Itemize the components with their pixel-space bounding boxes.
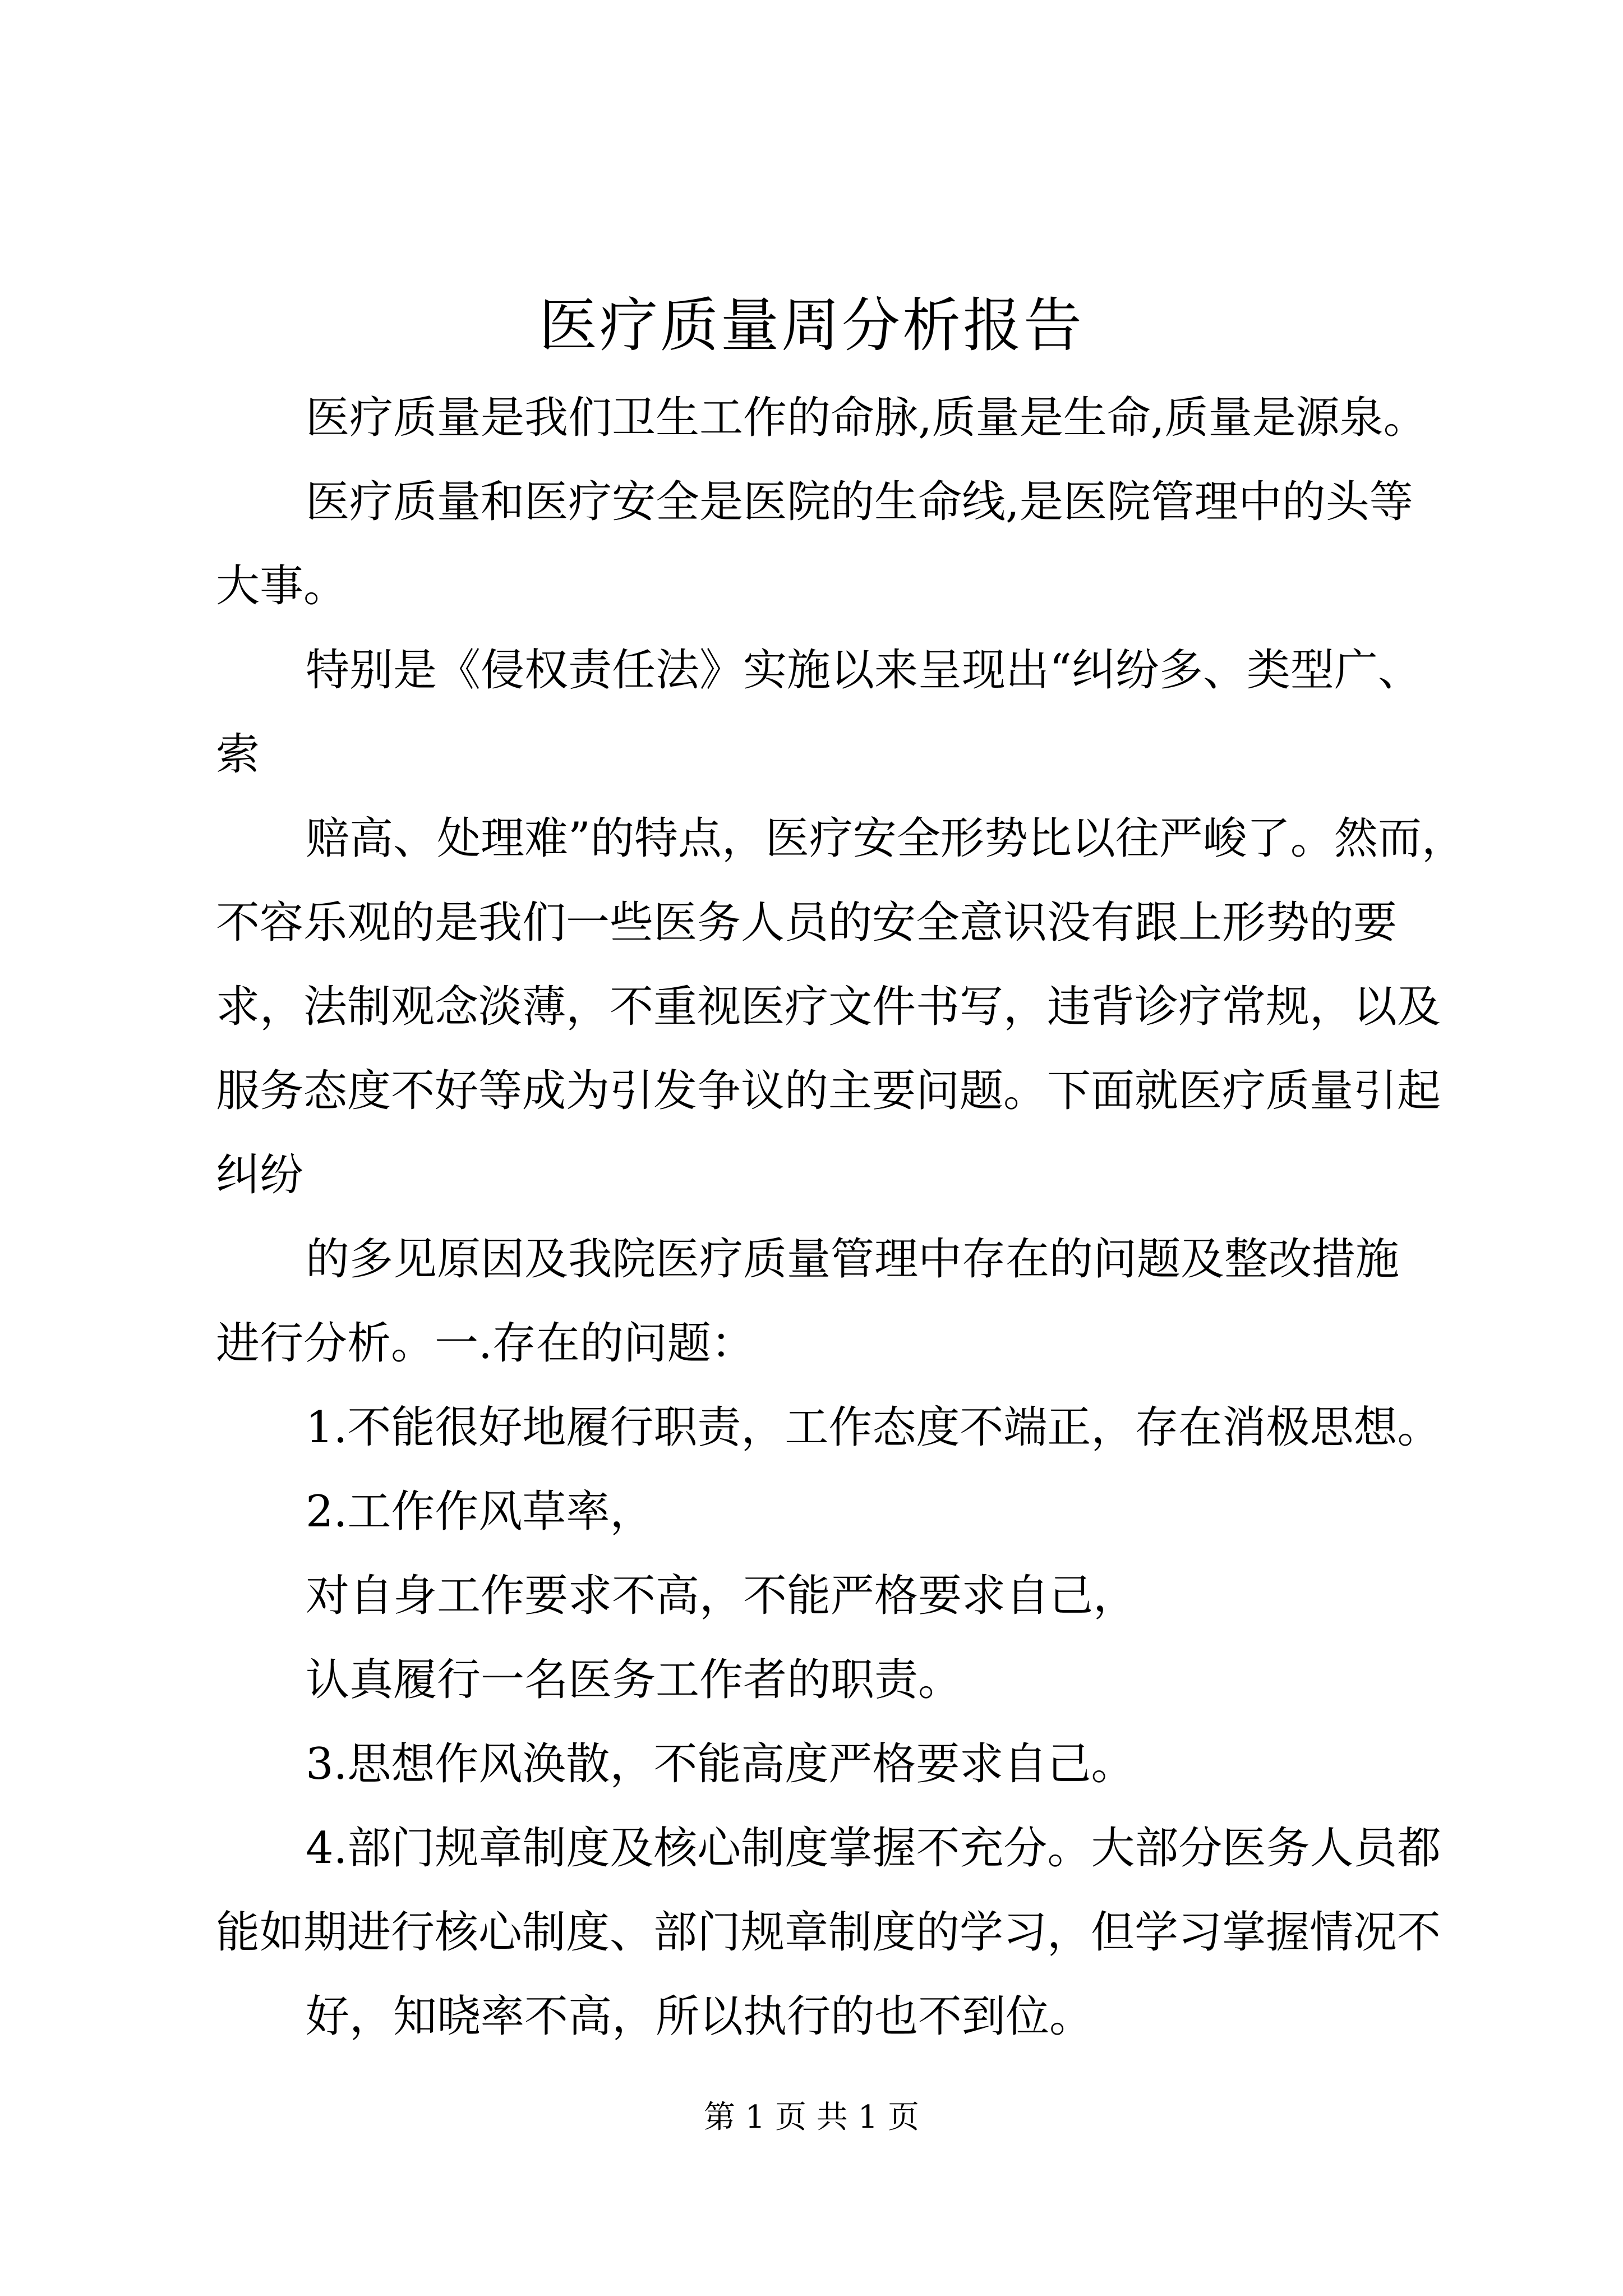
body-line: 索 bbox=[216, 729, 260, 780]
body-line: 纠纷 bbox=[216, 1150, 304, 1200]
body-line: 赔高、处理难”的特点，医疗安全形势比以往严峻了。然而， bbox=[306, 813, 1465, 864]
body-line: 能如期进行核心制度、部门规章制度的学习，但学习掌握情况不 bbox=[216, 1907, 1441, 1958]
body-line: 求，法制观念淡薄，不重视医疗文件书写，违背诊疗常规，以及 bbox=[216, 982, 1441, 1032]
body-line: 好，知晓率不高，所以执行的也不到位。 bbox=[306, 1991, 1094, 2042]
body-line: 服务态度不好等成为引发争议的主要问题。下面就医疗质量引起 bbox=[216, 1066, 1441, 1116]
body-line: 的多见原因及我院医疗质量管理中存在的问题及整改措施 bbox=[306, 1234, 1400, 1285]
body-line: 认真履行一名医务工作者的职责。 bbox=[306, 1655, 962, 1705]
body-line: 4.部门规章制度及核心制度掌握不充分。大部分医务人员都 bbox=[306, 1823, 1441, 1874]
body-line: 特别是《侵权责任法》实施以来呈现出“纠纷多、类型广、 bbox=[306, 645, 1422, 696]
body-line: 大事。 bbox=[216, 561, 348, 611]
body-line: 3.思想作风涣散，不能高度严格要求自己。 bbox=[306, 1739, 1135, 1789]
document-title: 医疗质量周分析报告 bbox=[538, 291, 1084, 360]
body-line: 对自身工作要求不高，不能严格要求自己， bbox=[306, 1571, 1137, 1621]
body-line: 2.工作作风草率， bbox=[306, 1487, 654, 1537]
body-line: 不容乐观的是我们一些医务人员的安全意识没有跟上形势的要 bbox=[216, 898, 1398, 948]
body-line: 医疗质量是我们卫生工作的命脉,质量是生命,质量是源泉。 bbox=[306, 393, 1427, 443]
body-line: 1.不能很好地履行职责，工作态度不端正，存在消极思想。 bbox=[306, 1402, 1441, 1453]
body-line: 进行分析。一.存在的问题： bbox=[216, 1318, 755, 1369]
page-number-footer: 第 1 页 共 1 页 bbox=[703, 2099, 920, 2136]
body-line: 医疗质量和医疗安全是医院的生命线,是医院管理中的头等 bbox=[306, 477, 1413, 527]
